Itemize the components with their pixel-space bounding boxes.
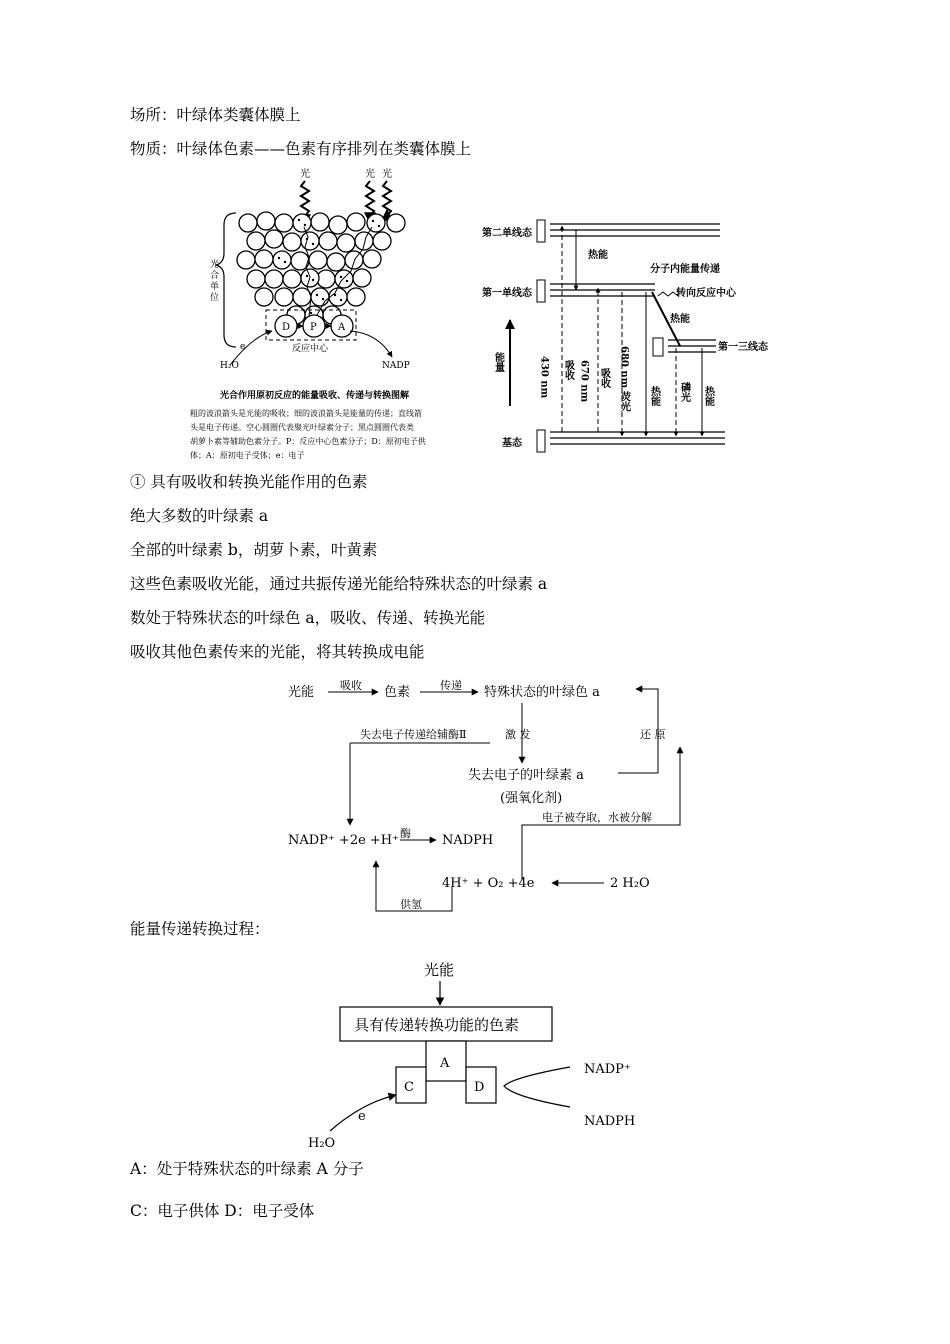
fig3-pigment-box-label: 具有传递转换功能的色素 — [354, 1016, 520, 1034]
fig3-c-label: C — [404, 1080, 414, 1095]
flow-products: 4H⁺ + O₂ +4e — [442, 876, 535, 891]
p4-line: 数处于特殊状态的叶绿色 a，吸收、传递、转换光能 — [130, 609, 486, 627]
energy-level-diagram — [480, 210, 780, 465]
h2o-label: H₂O — [220, 361, 239, 371]
figure-caption-title: 光合作用原初反应的能量吸收、传递与转换图解 — [220, 391, 410, 401]
figure-caption-line: 头是电子传递。空心圆圈代表聚光叶绿素分子；黑点圆圈代表类 — [190, 423, 414, 432]
absorb-label: 吸收 — [562, 360, 574, 380]
def-a-line: A：处于特殊状态的叶绿素 A 分子 — [130, 1160, 364, 1178]
fig3-light-label: 光能 — [424, 961, 455, 979]
item1-line: ① 具有吸收和转换光能作用的色素 — [130, 473, 368, 491]
nadp-label: NADP — [382, 361, 410, 371]
abs430-label: 430 nm — [538, 356, 550, 399]
d-label: D — [282, 322, 291, 333]
def-cd-line: C：电子供体 D：电子受体 — [130, 1202, 315, 1220]
fig3-h2o-label: H₂O — [308, 1136, 336, 1151]
unit-label-char: 光 — [210, 260, 220, 270]
flow-water-split-label: 电子被夺取，水被分解 — [542, 811, 652, 824]
light-harvesting-figure — [190, 165, 450, 465]
flow-nadph: NADPH — [442, 833, 494, 848]
p5-line: 吸收其他色素传来的光能，将其转换成电能 — [130, 643, 425, 661]
flow-nadp-equation: NADP⁺ +2e +H⁺ — [288, 833, 400, 848]
flow-reduce-label: 还 原 — [640, 728, 666, 741]
flow-excite-label: 激 发 — [505, 728, 531, 741]
flow-oxidant: (强氧化剂) — [500, 791, 563, 806]
light-label-1: 光 — [300, 169, 310, 180]
flow-absorb-label: 吸收 — [340, 679, 362, 692]
p-label: P — [310, 322, 317, 333]
flow-special-chl: 特殊状态的叶绿色 a — [484, 685, 600, 700]
heat-label: 热能 — [670, 314, 690, 325]
first-singlet-label: 第一单线态 — [482, 288, 532, 299]
heat-label: 热能 — [702, 386, 714, 406]
fig3-nadp-label: NADP⁺ — [584, 1062, 631, 1077]
flow-lose-electron-label: 失去电子传递给辅酶Ⅱ — [360, 728, 467, 741]
flow-transfer-label: 传递 — [440, 679, 462, 692]
place-line: 场所：叶绿体类囊体膜上 — [130, 106, 301, 124]
light-label-2: 光 — [365, 169, 375, 180]
figure-caption-line: 粗的波浪箭头是光能的吸收；细的波浪箭头是能量的传递；直线箭 — [190, 409, 422, 418]
pigment-transfer-figure — [300, 955, 660, 1155]
fig3-electron-label: e — [358, 1109, 366, 1124]
light-label-3: 光 — [382, 169, 392, 180]
energy-process-line: 能量传递转换过程： — [130, 920, 270, 938]
unit-label-char: 位 — [210, 293, 220, 303]
flow-supply-h-label: 供氢 — [400, 898, 422, 911]
figure-caption-line: 胡萝卜素等辅助色素分子。P：反应中心色素分子；D：原初电子供 — [190, 437, 426, 446]
to-reaction-center-label: 转向反应中心 — [676, 288, 736, 299]
p3-line: 这些色素吸收光能，通过共振传递光能给特殊状态的叶绿素 a — [130, 575, 548, 593]
energy-axis-label: 能量 — [492, 352, 504, 372]
p1-line: 绝大多数的叶绿素 a — [130, 507, 269, 525]
fig3-a-label: A — [440, 1056, 450, 1071]
flow-light-energy: 光能 — [288, 685, 315, 700]
second-singlet-label: 第二单线态 — [482, 228, 532, 239]
fluorescence-label: 680 nm 荧光 — [618, 346, 630, 412]
substance-line: 物质：叶绿体色素——色素有序排列在类囊体膜上 — [130, 140, 472, 158]
absorb-label: 吸收 — [598, 368, 610, 388]
reaction-center-label: 反应中心 — [292, 344, 329, 354]
flow-water: 2 H₂O — [610, 876, 650, 891]
abs670-label: 670 nm — [578, 360, 590, 403]
fig3-nadph-label: NADPH — [584, 1114, 636, 1129]
figure-caption-line: 体；A：原初电子受体；e：电子 — [190, 451, 305, 460]
flow-lost-electron-chl: 失去电子的叶绿素 a — [468, 768, 584, 783]
p2-line: 全部的叶绿素 b，胡萝卜素，叶黄素 — [130, 541, 378, 559]
fig3-d-label: D — [474, 1080, 485, 1095]
flow-pigment: 色素 — [384, 685, 411, 700]
unit-label-char: 合 — [210, 271, 220, 281]
intramolecular-transfer-label: 分子内能量传递 — [650, 264, 720, 275]
unit-label-char: 单 — [210, 282, 220, 292]
heat-label: 热能 — [648, 386, 660, 406]
ground-state-label: 基态 — [502, 438, 522, 449]
heat-label: 热能 — [588, 250, 608, 261]
phosphorescence-label: 磷光 — [678, 382, 690, 402]
a-label: A — [338, 322, 346, 333]
electron-label: e — [240, 342, 246, 352]
electron-flow-diagram — [280, 675, 700, 920]
first-triplet-label: 第一三线态 — [718, 342, 768, 353]
flow-enzyme-label: 酶 — [400, 827, 411, 840]
